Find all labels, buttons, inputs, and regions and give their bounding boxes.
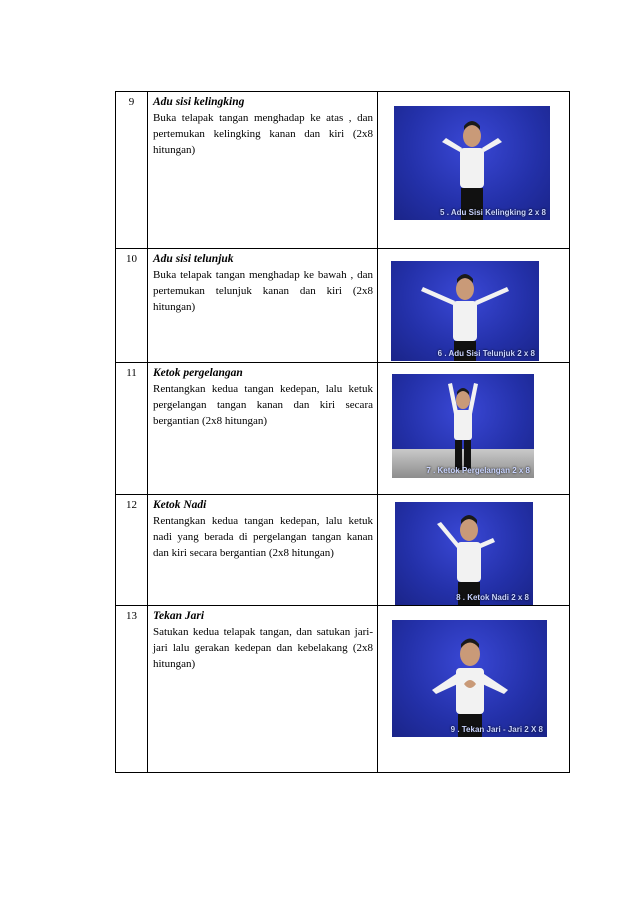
row-number: 11 bbox=[116, 363, 148, 495]
table-row bbox=[116, 249, 570, 363]
step-text: Rentangkan kedua tangan kedepan, lalu ketuk pergelangan tangan kanan dan kiri secara bergantian (2x8 hitungan) bbox=[153, 383, 373, 427]
step-title: Ketok pergelangan bbox=[153, 367, 243, 379]
person-figure-icon bbox=[395, 502, 533, 605]
person-figure-icon bbox=[392, 374, 534, 478]
step-image-cell bbox=[378, 92, 570, 249]
step-description bbox=[148, 363, 378, 495]
row-number: 13 bbox=[116, 606, 148, 773]
step-text: Satukan kedua telapak tangan, dan satukan jari-jari lalu gerakan kedepan dan kebelakang (2x8 hitungan) bbox=[153, 626, 373, 670]
step-description bbox=[148, 606, 378, 773]
step-description bbox=[148, 249, 378, 363]
person-figure-icon bbox=[392, 620, 547, 737]
step-title: Tekan Jari bbox=[153, 610, 205, 622]
table-row bbox=[116, 495, 570, 606]
step-image-cell bbox=[378, 249, 570, 363]
photo-caption: 7 . Ketok Pergelangan 2 x 8 bbox=[426, 466, 530, 475]
step-text: Buka telapak tangan menghadap ke bawah , dan pertemukan telunjuk kanan dan kiri (2x8 hitungan) bbox=[153, 269, 373, 313]
exercise-photo bbox=[394, 106, 550, 220]
step-image-cell bbox=[378, 363, 570, 495]
photo-caption: 8 . Ketok Nadi 2 x 8 bbox=[456, 593, 529, 602]
exercise-photo bbox=[392, 620, 547, 737]
photo-caption: 9 . Tekan Jari - Jari 2 X 8 bbox=[450, 725, 543, 734]
exercise-photo bbox=[392, 374, 534, 478]
step-title: Ketok Nadi bbox=[153, 499, 207, 511]
step-text: Rentangkan kedua tangan kedepan, lalu ketuk nadi yang berada di pergelangan tangan kanan dan kiri secara bergantian (2x8 hitungan) bbox=[153, 515, 373, 559]
step-description bbox=[148, 92, 378, 249]
exercise-photo bbox=[395, 502, 533, 605]
photo-caption: 5 . Adu Sisi Kelingking 2 x 8 bbox=[440, 208, 546, 217]
step-title: Adu sisi telunjuk bbox=[153, 253, 234, 265]
step-image-cell bbox=[378, 606, 570, 773]
row-number: 12 bbox=[116, 495, 148, 606]
row-number: 10 bbox=[116, 249, 148, 363]
step-image-cell bbox=[378, 495, 570, 606]
step-description bbox=[148, 495, 378, 606]
row-number: 9 bbox=[116, 92, 148, 249]
table-row bbox=[116, 606, 570, 773]
exercise-table bbox=[115, 91, 570, 773]
step-title: Adu sisi kelingking bbox=[153, 96, 245, 108]
table-row bbox=[116, 92, 570, 249]
step-text: Buka telapak tangan menghadap ke atas , dan pertemukan kelingking kanan dan kiri (2x8 hitungan) bbox=[153, 112, 373, 156]
person-figure-icon bbox=[394, 106, 550, 220]
exercise-photo bbox=[391, 261, 539, 361]
person-figure-icon bbox=[391, 261, 539, 361]
photo-caption: 6 . Adu Sisi Telunjuk 2 x 8 bbox=[437, 349, 535, 358]
table-row bbox=[116, 363, 570, 495]
